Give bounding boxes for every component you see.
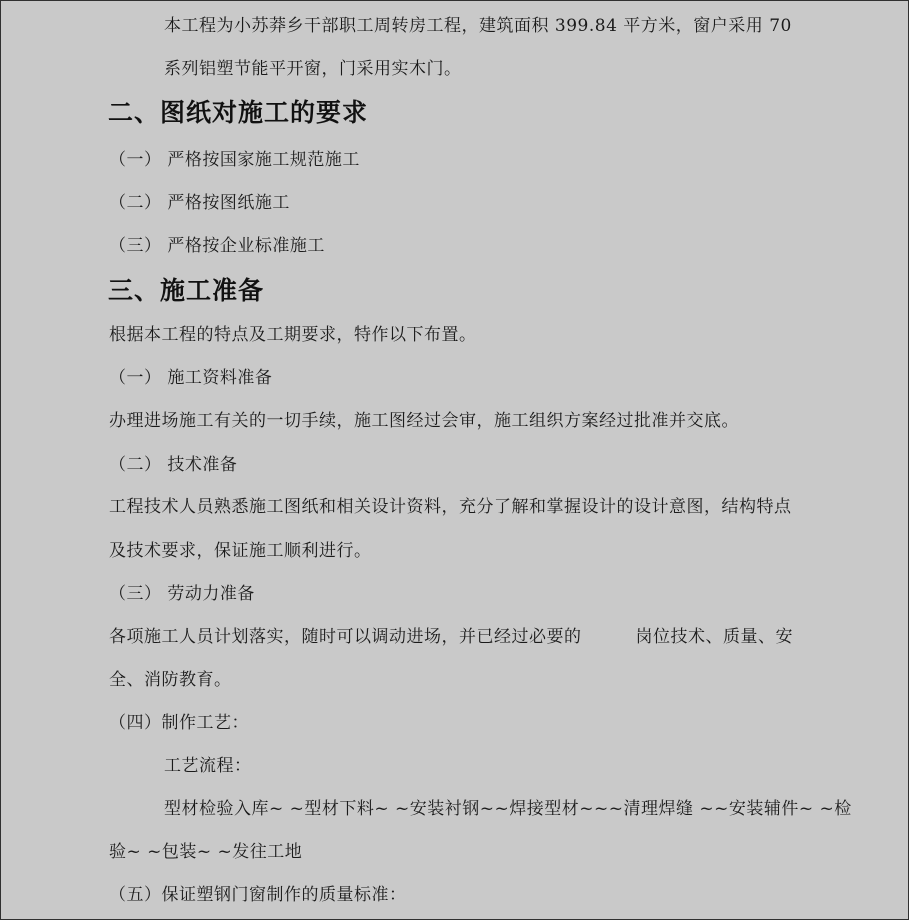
section-heading-3: 三、施工准备 [108, 276, 265, 305]
subsection-3-title: （三） 劳动力准备 [109, 584, 255, 604]
process-flow-line-2: 验~ ~包装~ ~发往工地 [109, 842, 303, 862]
subsection-1-text: 办理进场施工有关的一切手续，施工图经过会审，施工组织方案经过批准并交底。 [109, 411, 739, 431]
intro-line-1: 本工程为小苏莽乡干部职工周转房工程，建筑面积 399.84 平方米，窗户采用 70 [164, 16, 792, 36]
section2-item-1: （一） 严格按国家施工规范施工 [109, 150, 360, 170]
process-flow-line-1: 型材检验入库~ ~型材下料~ ~安装衬钢~~焊接型材~~~清理焊缝 ~~安装辅件~ ~检 [164, 799, 852, 819]
subsection-2-text-line-1: 工程技术人员熟悉施工图纸和相关设计资料，充分了解和掌握设计的设计意图，结构特点 [109, 497, 792, 517]
subsection-2-text-line-2: 及技术要求，保证施工顺利进行。 [109, 541, 372, 561]
process-label: 工艺流程： [164, 756, 252, 776]
subsection-5-title: （五）保证塑钢门窗制作的质量标准： [109, 885, 407, 905]
section-heading-2: 二、图纸对施工的要求 [108, 98, 369, 127]
subsection-3-text-part-a: 各项施工人员计划落实，随时可以调动进场，并已经过必要的 [109, 627, 582, 647]
subsection-3-text-line-2: 全、消防教育。 [109, 670, 232, 690]
subsection-4-title: （四）制作工艺： [109, 713, 249, 733]
section2-item-2: （二） 严格按图纸施工 [109, 193, 290, 213]
section3-intro: 根据本工程的特点及工期要求，特作以下布置。 [109, 325, 477, 345]
subsection-1-title: （一） 施工资料准备 [109, 368, 273, 388]
subsection-3-text-line-1 [109, 622, 793, 647]
subsection-3-text-part-b: 岗位技术、质量、安 [635, 627, 793, 647]
intro-line-2: 系列铝塑节能平开窗，门采用实木门。 [164, 59, 462, 79]
subsection-2-title: （二） 技术准备 [109, 455, 238, 475]
section2-item-3: （三） 严格按企业标准施工 [109, 236, 325, 256]
